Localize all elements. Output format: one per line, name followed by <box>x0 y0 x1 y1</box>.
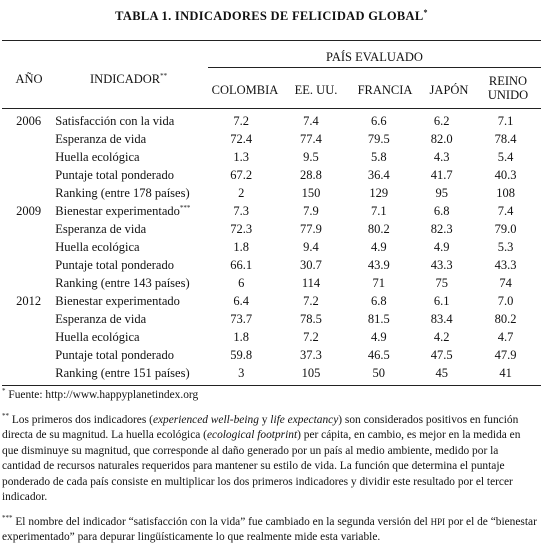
value-cell: 66.1 <box>230 258 253 272</box>
indicator-label: Puntaje total ponderado <box>55 348 174 362</box>
value-cell: 78.5 <box>300 312 322 326</box>
value-cell: 47.5 <box>430 348 453 362</box>
value-cell: 4.2 <box>433 330 450 344</box>
value-cell: 72.4 <box>230 132 253 146</box>
value-cell: 43.3 <box>430 258 453 272</box>
value-cell: 46.5 <box>367 348 390 362</box>
value-cell: 77.9 <box>300 222 322 236</box>
title-footnote-mark: * <box>423 7 428 17</box>
indicator-label: Huella ecológica <box>55 330 140 344</box>
value-cell: 59.8 <box>230 348 253 362</box>
indicator-cell <box>55 256 205 274</box>
value-cell: 83.4 <box>430 312 453 326</box>
year-cell <box>2 238 55 256</box>
header-rule <box>2 108 541 109</box>
indicator-cell <box>55 346 205 364</box>
country-header-colombia: COLOMBIA <box>211 83 279 97</box>
value-cell: 7.1 <box>370 204 387 218</box>
year-cell <box>2 364 55 382</box>
value-cell: 37.3 <box>300 348 322 362</box>
value-cell: 7.0 <box>497 294 514 308</box>
year-cell: 2009 <box>16 204 42 218</box>
value-cell: 4.3 <box>433 150 450 164</box>
year-cell <box>2 220 55 238</box>
indicator-label: Puntaje total ponderado <box>55 258 174 272</box>
country-group-rule <box>208 67 541 68</box>
top-rule <box>2 40 541 41</box>
value-cell: 7.9 <box>303 204 319 218</box>
table-row <box>2 364 541 382</box>
year-cell <box>2 328 55 346</box>
value-cell: 79.0 <box>494 222 517 236</box>
indicator-cell <box>55 112 205 130</box>
happiness-table <box>2 112 541 382</box>
value-cell: 4.9 <box>370 240 387 254</box>
indicator-label: Huella ecológica <box>55 150 140 164</box>
year-cell <box>2 148 55 166</box>
value-cell: 79.5 <box>367 132 390 146</box>
year-cell <box>2 256 55 274</box>
indicator-cell <box>55 130 205 148</box>
table-row <box>2 310 541 328</box>
value-cell: 6.4 <box>233 294 250 308</box>
value-cell: 1.3 <box>233 150 250 164</box>
table-row <box>2 166 541 184</box>
value-cell: 82.0 <box>430 132 453 146</box>
value-cell: 41.7 <box>430 168 453 182</box>
country-header-france: FRANCIA <box>357 83 413 97</box>
indicator-label: Bienestar experimentado <box>55 204 180 218</box>
value-cell: 3 <box>238 366 245 380</box>
year-cell: 2012 <box>16 294 42 308</box>
footnotes <box>2 388 539 546</box>
value-cell: 1.8 <box>233 330 250 344</box>
value-cell: 7.4 <box>303 114 319 128</box>
indicator-cell <box>55 328 205 346</box>
indicator-header-mark: ** <box>160 71 168 80</box>
value-cell: 7.2 <box>303 330 319 344</box>
year-column-header: AÑO <box>15 72 43 86</box>
value-cell: 75 <box>435 276 448 290</box>
value-cell: 41 <box>499 366 512 380</box>
value-cell: 80.2 <box>494 312 517 326</box>
indicator-label: Esperanza de vida <box>55 132 147 146</box>
value-cell: 30.7 <box>300 258 322 272</box>
indicator-cell <box>55 184 205 202</box>
value-cell: 77.4 <box>300 132 322 146</box>
indicator-cell <box>55 148 205 166</box>
value-cell: 72.3 <box>230 222 253 236</box>
indicator-header-label: INDICADOR <box>90 72 161 86</box>
value-cell: 95 <box>435 186 448 200</box>
value-cell: 5.4 <box>497 150 514 164</box>
value-cell: 47.9 <box>494 348 517 362</box>
value-cell: 6.8 <box>433 204 450 218</box>
table-row <box>2 328 541 346</box>
value-cell: 105 <box>301 366 321 380</box>
value-cell: 4.9 <box>370 330 387 344</box>
footnote-indicators: ** Los primeros dos indicadores (experienced well-being y life expectancy) son considerados positivos en función directa de su magnitud. La huella ecológica (ecological footprint) per cápita, en cambio, es mejor en la medida en que disminuye su magnitud, que corresponde al daño generado por un país al medio ambiente, medido por la cantidad de recursos naturales requeridos para mantener su estilo de vida. La función que determina el puntaje ponderado de cada país consiste en multiplicar los dos primeros indicadores y dividir este resultado por el tercer indicador. <box>2 411 521 503</box>
bottom-rule <box>2 385 541 386</box>
year-cell <box>2 274 55 292</box>
value-cell: 9.5 <box>303 150 319 164</box>
value-cell: 7.4 <box>497 204 514 218</box>
table-row <box>2 130 541 148</box>
value-cell: 9.4 <box>303 240 319 254</box>
table-row <box>2 238 541 256</box>
indicator-cell <box>55 202 205 220</box>
indicator-label: Ranking (entre 143 países) <box>55 276 190 290</box>
value-cell: 36.4 <box>367 168 390 182</box>
indicator-label: Puntaje total ponderado <box>55 168 174 182</box>
indicator-cell <box>55 292 205 310</box>
value-cell: 129 <box>369 186 389 200</box>
value-cell: 74 <box>499 276 512 290</box>
indicator-cell <box>55 364 205 382</box>
table-title: TABLA 1. INDICADORES DE FELICIDAD GLOBAL <box>115 9 424 23</box>
value-cell: 5.8 <box>370 150 387 164</box>
indicator-cell <box>55 166 205 184</box>
value-cell: 50 <box>372 366 386 380</box>
indicator-label: Huella ecológica <box>55 240 140 254</box>
year-cell <box>2 166 55 184</box>
value-cell: 6.2 <box>433 114 450 128</box>
value-cell: 4.7 <box>497 330 514 344</box>
table-row <box>2 112 541 130</box>
value-cell: 6.8 <box>370 294 387 308</box>
value-cell: 6 <box>238 276 245 290</box>
value-cell: 28.8 <box>300 168 322 182</box>
value-cell: 5.3 <box>497 240 514 254</box>
indicator-column-header <box>90 72 167 86</box>
table-caption <box>0 9 543 24</box>
indicator-label: Ranking (entre 151 países) <box>55 366 190 380</box>
value-cell: 43.3 <box>494 258 517 272</box>
value-cell: 43.9 <box>367 258 390 272</box>
value-cell: 7.2 <box>233 114 250 128</box>
value-cell: 45 <box>435 366 448 380</box>
value-cell: 6.6 <box>370 114 387 128</box>
value-cell: 67.2 <box>230 168 253 182</box>
value-cell: 7.2 <box>303 294 319 308</box>
table-row <box>2 184 541 202</box>
value-cell: 40.3 <box>494 168 517 182</box>
table-row <box>2 274 541 292</box>
indicator-cell <box>55 220 205 238</box>
indicator-cell <box>55 310 205 328</box>
value-cell: 108 <box>496 186 515 200</box>
value-cell: 2 <box>238 186 245 200</box>
indicator-label: Bienestar experimentado <box>55 294 180 308</box>
year-cell <box>2 310 55 328</box>
indicator-label: Esperanza de vida <box>55 222 147 236</box>
country-header-uk: REINO UNIDO <box>487 74 529 102</box>
value-cell: 71 <box>372 276 386 290</box>
value-cell: 114 <box>301 276 321 290</box>
value-cell: 6.1 <box>433 294 450 308</box>
value-cell: 81.5 <box>367 312 390 326</box>
value-cell: 7.1 <box>497 114 514 128</box>
table-body <box>2 112 541 382</box>
value-cell: 73.7 <box>230 312 253 326</box>
indicator-footnote-mark: *** <box>179 203 191 212</box>
country-header-japan: JAPÓN <box>429 83 469 97</box>
year-cell <box>2 184 55 202</box>
value-cell: 82.3 <box>430 222 453 236</box>
country-group-header: PAÍS EVALUADO <box>326 50 423 64</box>
year-cell <box>2 130 55 148</box>
table-row <box>2 220 541 238</box>
indicator-cell <box>55 274 205 292</box>
year-cell <box>2 346 55 364</box>
country-header-usa: EE. UU. <box>294 83 338 97</box>
table-row <box>2 202 541 220</box>
footnote-rename: *** El nombre del indicador “satisfacción con la vida” fue cambiado en la segunda versión del HPI por el de “bienestar experimentado” para depurar lingüísticamente lo que realmente mide esta variable. <box>2 513 537 543</box>
table-row <box>2 346 541 364</box>
value-cell: 80.2 <box>367 222 390 236</box>
indicator-cell <box>55 238 205 256</box>
year-cell: 2006 <box>16 114 42 128</box>
indicator-label: Satisfacción con la vida <box>55 114 175 128</box>
footnote-source: * Fuente: http://www.happyplanetindex.org <box>2 387 199 401</box>
table-row <box>2 148 541 166</box>
indicator-label: Ranking (entre 178 países) <box>55 186 190 200</box>
value-cell: 1.8 <box>233 240 250 254</box>
table-row <box>2 256 541 274</box>
value-cell: 150 <box>301 186 321 200</box>
value-cell: 7.3 <box>233 204 250 218</box>
table-row <box>2 292 541 310</box>
indicator-label: Esperanza de vida <box>55 312 147 326</box>
value-cell: 78.4 <box>494 132 517 146</box>
value-cell: 4.9 <box>433 240 450 254</box>
